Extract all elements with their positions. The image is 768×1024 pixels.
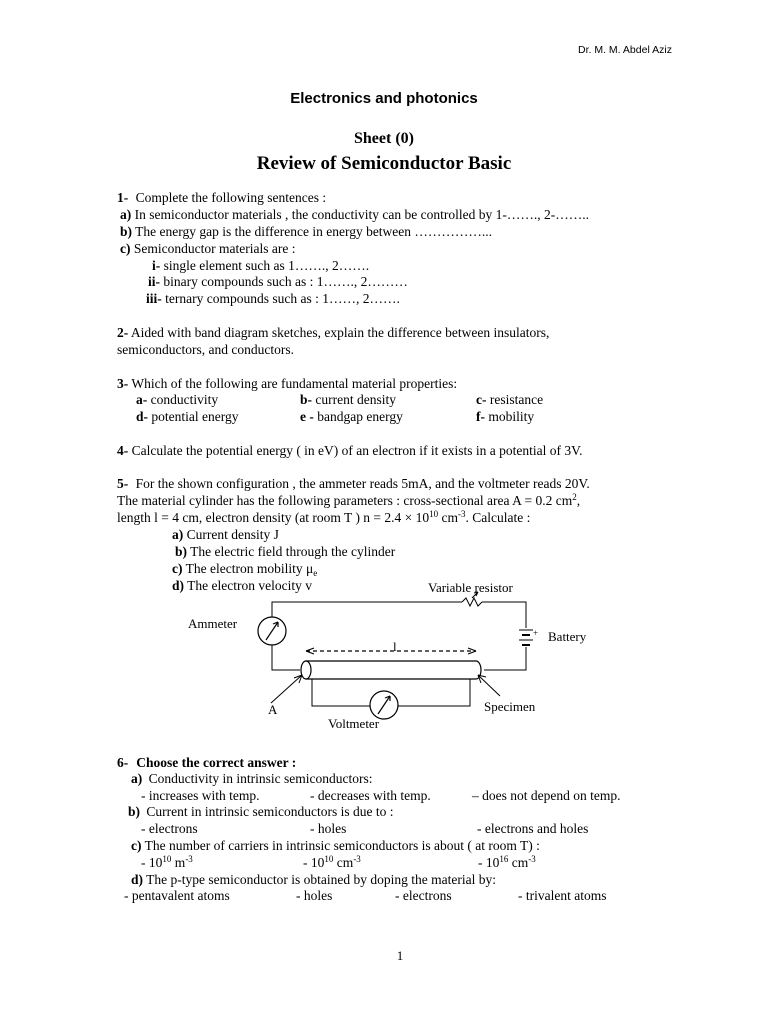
q6-a-option-2: - decreases with temp. <box>310 788 431 803</box>
ammeter-lower-wire <box>272 645 300 670</box>
question-3: 3- Which of the following are fundamental material properties: <box>117 376 458 391</box>
area-pointer-arrow <box>271 675 302 703</box>
voltmeter-symbol <box>370 691 398 719</box>
length-label: l <box>393 639 397 654</box>
question-4: 4- Calculate the potential energy ( in eV) of an electron if it exists in a potential of 3V. <box>117 443 583 458</box>
q3-option-d: d- potential energy <box>136 409 239 424</box>
q1-part-c-ii: ii- binary compounds such as : 1……., 2……… <box>148 274 408 289</box>
q6-part-a: a) Conductivity in intrinsic semiconductors: <box>131 771 373 786</box>
q3-option-f: f- mobility <box>476 409 535 424</box>
q6-a-option-1: - increases with temp. <box>141 788 260 803</box>
q5-part-b: b) The electric field through the cylinder <box>175 544 396 559</box>
course-title: Electronics and photonics <box>290 90 478 107</box>
q3-option-a: a- conductivity <box>136 392 219 407</box>
q1-part-a: a) In semiconductor materials , the conductivity can be controlled by 1-……., 2-…….. <box>120 207 590 222</box>
specimen-label: Specimen <box>484 699 536 714</box>
voltmeter-label: Voltmeter <box>328 716 380 731</box>
q6-c-option-1: - $10^{10}$ $m^{-3}$ <box>141 854 193 870</box>
page-number: 1 <box>396 948 404 963</box>
q6-c-option-2: - $10^{10}$ $cm^{-3}$ <box>303 854 361 870</box>
question-5-line-2: The material cylinder has the following parameters : cross-sectional area A = 0.2 $cm^2$, <box>117 492 581 508</box>
q6-d-option-1: - pentavalent atoms <box>124 888 230 903</box>
q6-b-option-1: - electrons <box>141 821 198 836</box>
point-a-label: A <box>268 702 278 717</box>
q6-a-option-3: – does not depend on temp. <box>472 788 621 803</box>
question-6: 6- Choose the correct answer : <box>117 755 297 770</box>
q1-part-b: b) The energy gap is the difference in energy between ……………... <box>120 224 493 239</box>
ammeter-symbol <box>258 617 286 645</box>
battery-plus-label: + <box>533 628 539 638</box>
q3-option-c: c- resistance <box>476 392 544 407</box>
right-wire <box>482 602 526 628</box>
question-2: 2- Aided with band diagram sketches, explain the difference between insulators, <box>117 325 550 340</box>
q3-option-b: b- current density <box>300 392 396 407</box>
q6-d-option-4: - trivalent atoms <box>518 888 607 903</box>
question-5-line-3: length l = 4 cm, electron density (at room T ) $n = 2.4 \times 10^{10}$ $cm^{-3}$. Calculate : <box>117 509 531 525</box>
q1-part-c-i: i- single element such as 1……., 2……. <box>152 258 370 273</box>
q6-c-option-3: - $10^{16}$ $cm^{-3}$ <box>478 854 536 870</box>
q6-part-b: b) Current in intrinsic semiconductors is due to : <box>128 804 394 819</box>
q3-option-e: e - bandgap energy <box>300 409 403 424</box>
q1-part-c: c) Semiconductor materials are : <box>120 241 296 256</box>
q1-part-c-iii: iii- ternary compounds such as : 1……, 2……. <box>146 291 400 306</box>
battery-wire <box>484 647 526 670</box>
battery-label: Battery <box>548 629 587 644</box>
q5-part-a: a) Current density J <box>172 527 279 542</box>
question-number: 1- <box>117 190 129 205</box>
question-5: 5- For the shown configuration , the ammeter reads 5mA, and the voltmeter reads 20V. <box>117 476 590 491</box>
length-arrow <box>306 648 476 654</box>
page-title: Review of Semiconductor Basic <box>256 153 512 174</box>
ammeter-label: Ammeter <box>188 616 238 631</box>
specimen-pointer-arrow <box>478 675 500 696</box>
q6-d-option-2: - holes <box>296 888 333 903</box>
q5-part-c: c) The electron mobility $\mu_e$ <box>172 561 318 578</box>
author-name: Dr. M. M. Abdel Aziz <box>578 44 672 56</box>
top-wire <box>272 602 462 617</box>
q6-part-c: c) The number of carriers in intrinsic semiconductors is about ( at room T) : <box>131 838 540 853</box>
q5-part-d: d) The electron velocity v <box>172 578 312 593</box>
q6-b-option-2: - holes <box>310 821 347 836</box>
specimen-cylinder <box>301 661 481 679</box>
question-text: Complete the following sentences : <box>135 190 327 205</box>
question-2-line-2: semiconductors, and conductors. <box>117 342 294 357</box>
sheet-number: Sheet (0) <box>354 130 414 147</box>
q6-b-option-3: - electrons and holes <box>477 821 589 836</box>
variable-resistor-label: Variable resistor <box>428 580 513 595</box>
battery-symbol <box>519 630 533 645</box>
q6-d-option-3: - electrons <box>395 888 452 903</box>
q6-part-d: d) The p-type semiconductor is obtained by doping the material by: <box>131 872 496 887</box>
